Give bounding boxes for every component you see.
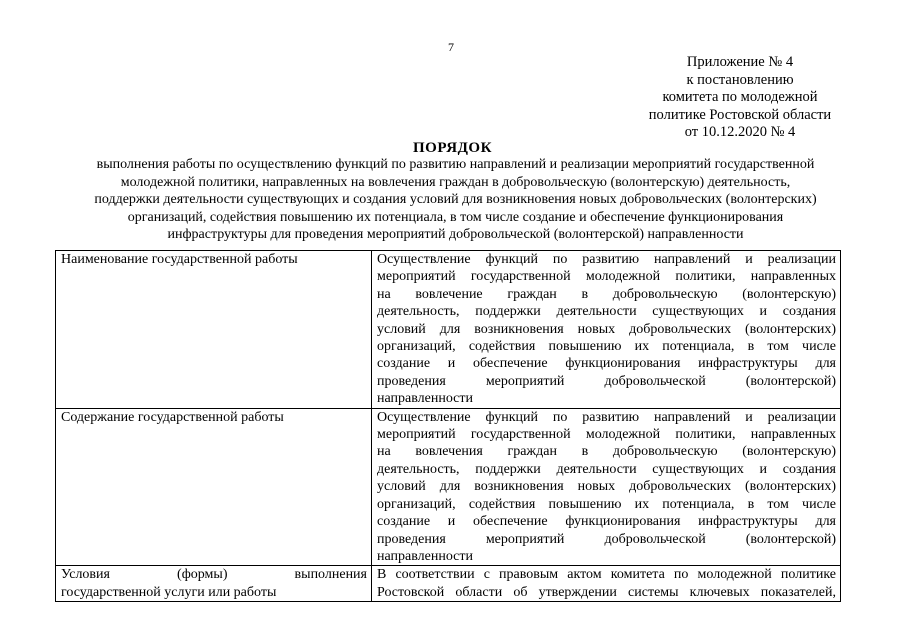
value-line: В соответствии с правовым актом комитета по молодежной политике (377, 567, 836, 583)
appendix-block (620, 54, 860, 142)
value-line: направленности (377, 391, 474, 407)
row-label-cell (56, 251, 372, 409)
value-line: на вовлечение граждан в добровольческую (волонтерскую) (377, 286, 836, 302)
table-row (56, 566, 841, 602)
row-label: Содержание государственной работы (61, 409, 284, 425)
page-number: 7 (448, 40, 454, 54)
row-label: Условия (формы) выполнения (61, 567, 367, 583)
value-line: Ростовской области об утверждении системы ключевых показателей, (377, 584, 836, 600)
row-label: государственной услуги или работы (61, 584, 277, 600)
appendix-line: политике Ростовской области (648, 106, 832, 123)
value-line: Осуществление функций по развитию направлений и реализации (377, 409, 836, 425)
value-line: деятельность, поддержки деятельности существующих и создания (377, 304, 836, 320)
row-label-cell (56, 566, 372, 602)
appendix-line: комитета по молодежной (662, 89, 818, 105)
value-line: проведения мероприятий добровольческой (волонтерской) (377, 373, 836, 389)
value-line: условий для возникновения новых добровольческих (волонтерских) (377, 479, 836, 495)
value-line: организаций, содействия повышению их потенциала, в том числе (377, 496, 836, 512)
value-line: мероприятий государственной молодежной политики, направленных (377, 269, 836, 285)
value-line: создание и обеспечение функционирования инфраструктуры для (377, 356, 836, 372)
appendix-line: от 10.12.2020 № 4 (684, 124, 796, 140)
subtitle-line: организаций, содействия повышению их потенциала, в том числе создание и обеспечение функционирования (127, 209, 784, 225)
value-line: Осуществление функций по развитию направлений и реализации (377, 252, 836, 267)
appendix-line: Приложение № 4 (686, 54, 794, 70)
value-line: условий для возникновения новых добровольческих (волонтерских) (377, 321, 836, 337)
document-subtitle (58, 156, 853, 244)
appendix-line: к постановлению (686, 71, 794, 88)
row-label-cell (56, 408, 372, 566)
subtitle-line: выполнения работы по осуществлению функций по развитию направлений и реализации мероприятий государственной (96, 157, 815, 172)
row-value-cell (372, 566, 841, 602)
value-line: мероприятий государственной молодежной политики, направленных (377, 427, 836, 443)
table-row (56, 408, 841, 566)
value-line: проведения мероприятий добровольческой (волонтерской) (377, 531, 836, 547)
row-value-cell (372, 408, 841, 566)
document-title: ПОРЯДОК (413, 140, 492, 156)
row-label: Наименование государственной работы (61, 252, 298, 267)
subtitle-line: поддержки деятельности существующих и создания условий для возникновения новых добровольческих (волонтерских) (94, 192, 817, 207)
subtitle-line: молодежной политики, направленных на вовлечения граждан в добровольческую (волонтерскую) деятельность, (120, 174, 791, 190)
value-line: на вовлечения граждан в добровольческую (волонтерскую) (377, 444, 836, 460)
value-line: деятельность, поддержки деятельности существующих и создания (377, 461, 836, 477)
value-line: направленности (377, 548, 474, 564)
subtitle-line: инфраструктуры для проведения мероприятий добровольческой (волонтерской) направленности (167, 227, 744, 242)
row-value-cell (372, 251, 841, 409)
work-description-table (55, 250, 841, 602)
value-line: создание и обеспечение функционирования инфраструктуры для (377, 514, 836, 530)
value-line: организаций, содействия повышению их потенциала, в том числе (377, 339, 836, 355)
table-row (56, 251, 841, 409)
